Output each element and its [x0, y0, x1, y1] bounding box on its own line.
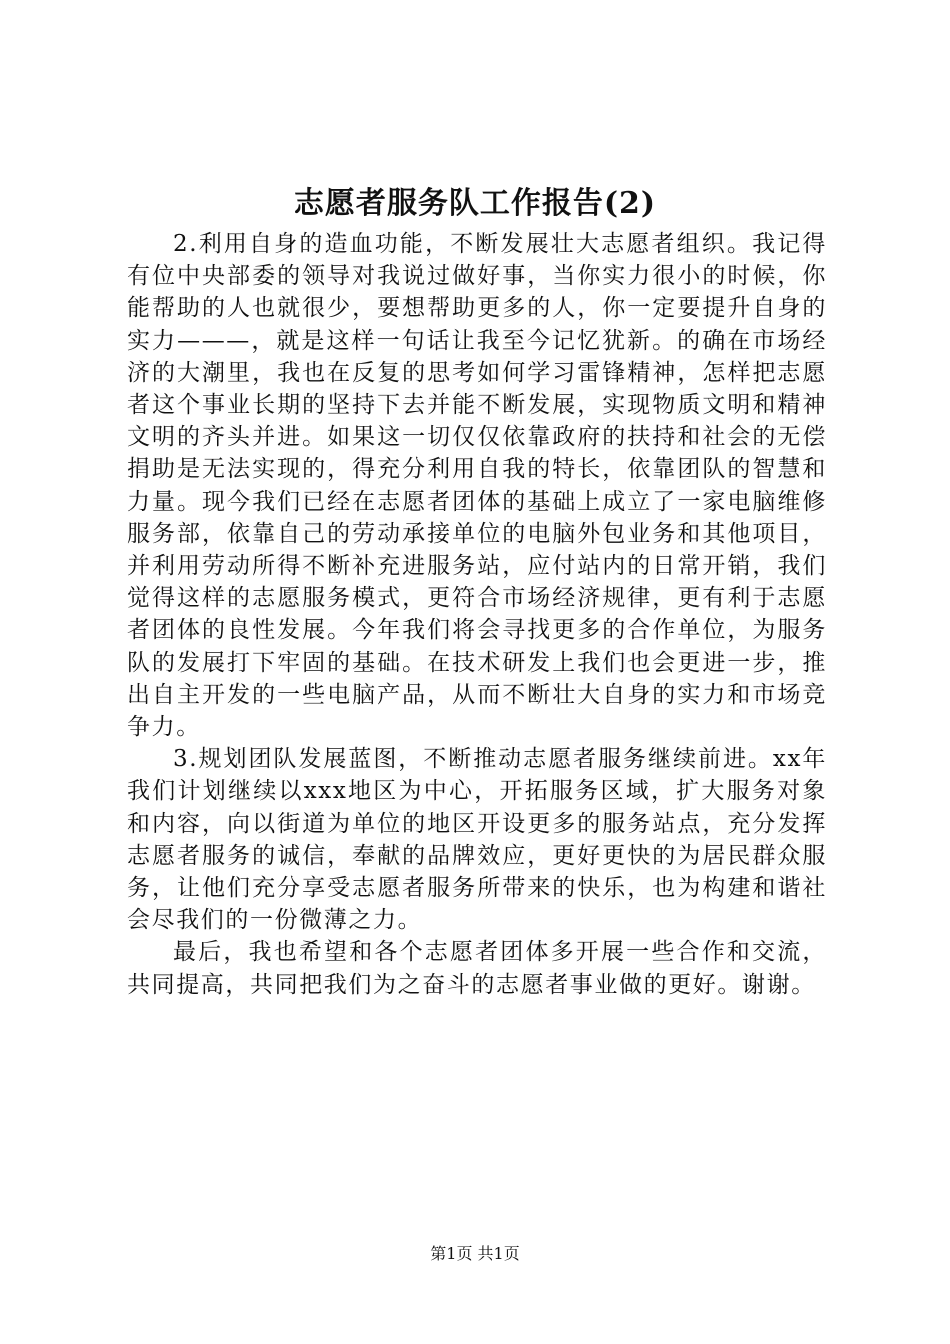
page-number-footer: 第1页 共1页	[430, 1244, 520, 1263]
document-title: 志愿者服务队工作报告(2)	[293, 186, 657, 221]
paragraph-2: 3.规划团队发展蓝图，不断推动志愿者服务继续前进。xx年我们计划继续以xxx地区为中心，开拓服务区域，扩大服务对象和内容，向以街道为单位的地区开设更多的服务站点，充分发挥志愿者服务的诚信，奉献的品牌效应，更好更快的为居民群众服务，让他们充分享受志愿者服务所带来的快乐，也为构建和谐社会尽我们的一份微薄之力。	[127, 746, 827, 934]
paragraph-3: 最后，我也希望和各个志愿者团体多开展一些合作和交流，共同提高，共同把我们为之奋斗的志愿者事业做的更好。谢谢。	[127, 939, 827, 998]
paragraph-1: 2.利用自身的造血功能，不断发展壮大志愿者组织。我记得有位中央部委的领导对我说过做好事，当你实力很小的时候，你能帮助的人也就很少，要想帮助更多的人，你一定要提升自身的实力———，就是这样一句话让我至今记忆犹新。的确在市场经济的大潮里，我也在反复的思考如何学习雷锋精神，怎样把志愿者这个事业长期的坚持下去并能不断发展，实现物质文明和精神文明的齐头并进。如果这一切仅仅依靠政府的扶持和社会的无偿捐助是无法实现的，得充分利用自我的特长，依靠团队的智慧和力量。现今我们已经在志愿者团体的基础上成立了一家电脑维修服务部，依靠自己的劳动承接单位的电脑外包业务和其他项目，并利用劳动所得不断补充进服务站，应付站内的日常开销，我们觉得这样的志愿服务模式，更符合市场经济规律，更有利于志愿者团体的良性发展。今年我们将会寻找更多的合作单位，为服务队的发展打下牢固的基础。在技术研发上我们也会更进一步，推出自主开发的一些电脑产品，从而不断壮大自身的实力和市场竞争力。	[127, 231, 827, 741]
document-body	[127, 228, 827, 1001]
